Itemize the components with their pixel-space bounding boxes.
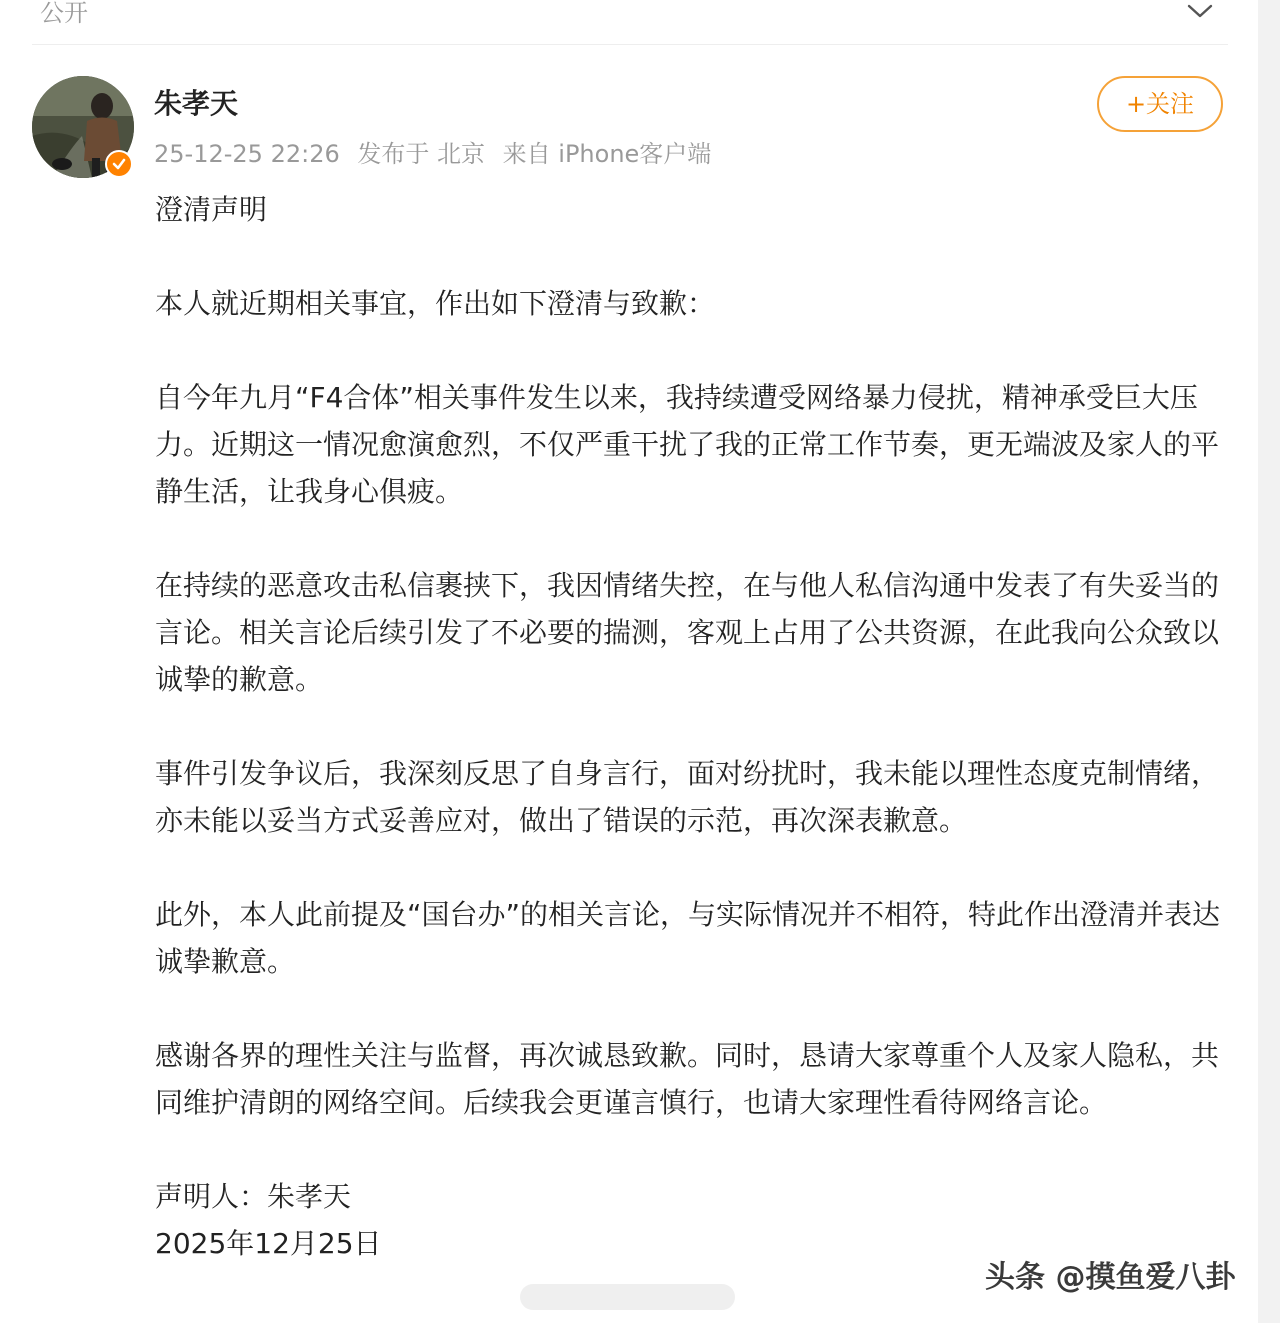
follow-button[interactable]: +关注 [1097, 76, 1223, 132]
visibility-label: 公开 [40, 0, 88, 27]
post-paragraph: 此外，本人此前提及“国台办”的相关言论，与实际情况并不相符，特此作出澄清并表达诚挚歉意。 [155, 898, 1221, 978]
post-meta [154, 137, 721, 171]
post-location: 发布于 北京 [357, 140, 486, 168]
post-paragraph: 本人就近期相关事宜，作出如下澄清与致歉： [155, 287, 716, 320]
verified-check-icon [105, 150, 133, 178]
watermark: 头条 @摸鱼爱八卦 [985, 1260, 1236, 1295]
chevron-down-icon[interactable] [1186, 0, 1214, 24]
post-title: 澄清声明 [155, 193, 268, 226]
post-source: 来自 iPhone客户端 [502, 140, 712, 168]
scrollbar-track[interactable] [1258, 0, 1280, 1323]
visibility-bar [32, 0, 1228, 45]
blurred-toolbar [520, 1284, 735, 1310]
author-name[interactable]: 朱孝天 [154, 87, 239, 120]
post-timestamp: 25-12-25 22:26 [154, 140, 340, 168]
post-paragraph: 在持续的恶意攻击私信裹挟下，我因情绪失控，在与他人私信沟通中发表了有失妥当的言论。相关言论后续引发了不必要的揣测，客观上占用了公共资源，在此我向公众致以诚挚的歉意。 [155, 569, 1220, 696]
post-paragraph: 自今年九月“F4合体”相关事件发生以来，我持续遭受网络暴力侵扰，精神承受巨大压力。近期这一情况愈演愈烈，不仅严重干扰了我的正常工作节奏，更无端波及家人的平静生活，让我身心俱疲。 [155, 381, 1220, 508]
post-signer: 声明人：朱孝天 [155, 1180, 352, 1213]
post-paragraph: 事件引发争议后，我深刻反思了自身言行，面对纷扰时，我未能以理性态度克制情绪，亦未能以妥当方式妥善应对，做出了错误的示范，再次深表歉意。 [155, 757, 1220, 837]
post-content [155, 186, 1223, 1267]
post-paragraph: 感谢各界的理性关注与监督，再次诚恳致歉。同时，恳请大家尊重个人及家人隐私，共同维护清朗的网络空间。后续我会更谨言慎行，也请大家理性看待网络言论。 [155, 1039, 1220, 1119]
post-date: 2025年12月25日 [155, 1227, 382, 1260]
